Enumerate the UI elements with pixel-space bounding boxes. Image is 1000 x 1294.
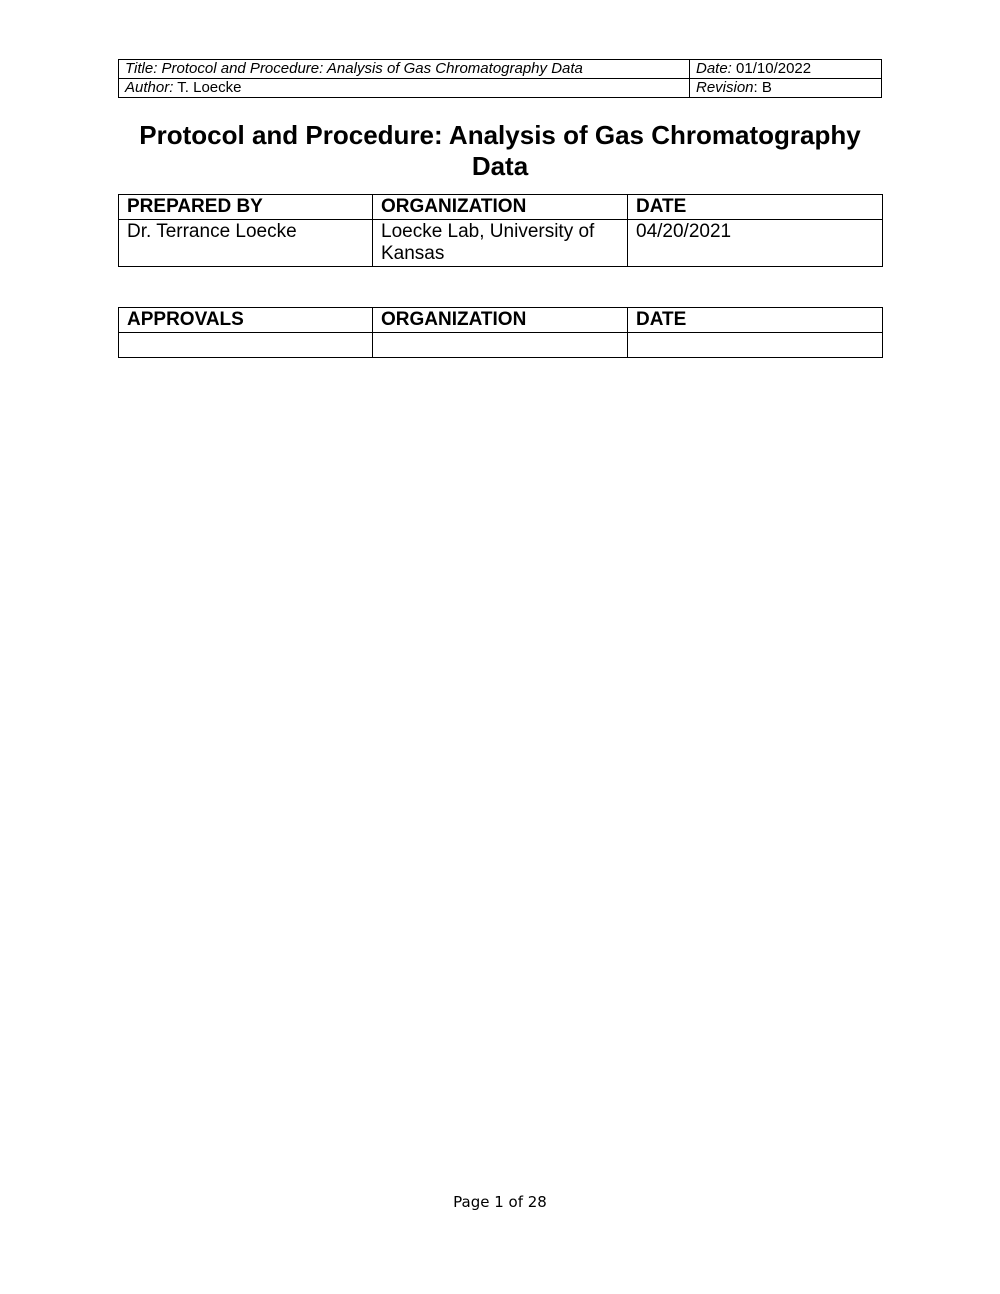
- prepared-header-date: DATE: [628, 195, 883, 220]
- header-title-key: Title:: [125, 60, 158, 77]
- prepared-organization-cell: Loecke Lab, University of Kansas: [373, 220, 628, 267]
- table-row: [119, 220, 883, 267]
- prepared-header-prepared-by: PREPARED BY: [119, 195, 373, 220]
- header-date-value: 01/10/2022: [736, 60, 812, 77]
- approvals-header-approvals: APPROVALS: [119, 308, 373, 333]
- prepared-table-header-row: [119, 195, 883, 220]
- prepared-name-cell: Dr. Terrance Loecke: [119, 220, 373, 267]
- header-date-cell: [690, 60, 882, 79]
- page-number-footer: Page 1 of 28: [453, 1193, 547, 1211]
- header-date-key: Date:: [696, 60, 732, 77]
- approvals-header-date: DATE: [628, 308, 883, 333]
- document-header-box: [118, 59, 882, 98]
- document-title: Protocol and Procedure: Analysis of Gas Chromatography Data: [139, 120, 861, 181]
- header-author-value: T. Loecke: [177, 79, 242, 96]
- approvals-date-cell: [628, 333, 883, 358]
- approvals-organization-cell: [373, 333, 628, 358]
- header-title-cell: [119, 60, 690, 79]
- header-author-key: Author:: [125, 79, 174, 96]
- header-revision-key: Revision: [696, 79, 754, 96]
- approvals-header-organization: ORGANIZATION: [373, 308, 628, 333]
- header-row-author: [119, 79, 882, 98]
- header-revision-value: : B: [753, 79, 772, 96]
- header-author-cell: [119, 79, 690, 98]
- approvals-name-cell: [119, 333, 373, 358]
- header-revision-cell: [690, 79, 882, 98]
- approvals-table: [118, 307, 883, 358]
- header-title-value: Protocol and Procedure: Analysis of Gas Chromatography Data: [161, 60, 583, 77]
- prepared-header-organization: ORGANIZATION: [373, 195, 628, 220]
- prepared-date-cell: 04/20/2021: [628, 220, 883, 267]
- prepared-by-table: [118, 194, 883, 267]
- table-row: [119, 333, 883, 358]
- header-row-title: [119, 60, 882, 79]
- approvals-table-header-row: [119, 308, 883, 333]
